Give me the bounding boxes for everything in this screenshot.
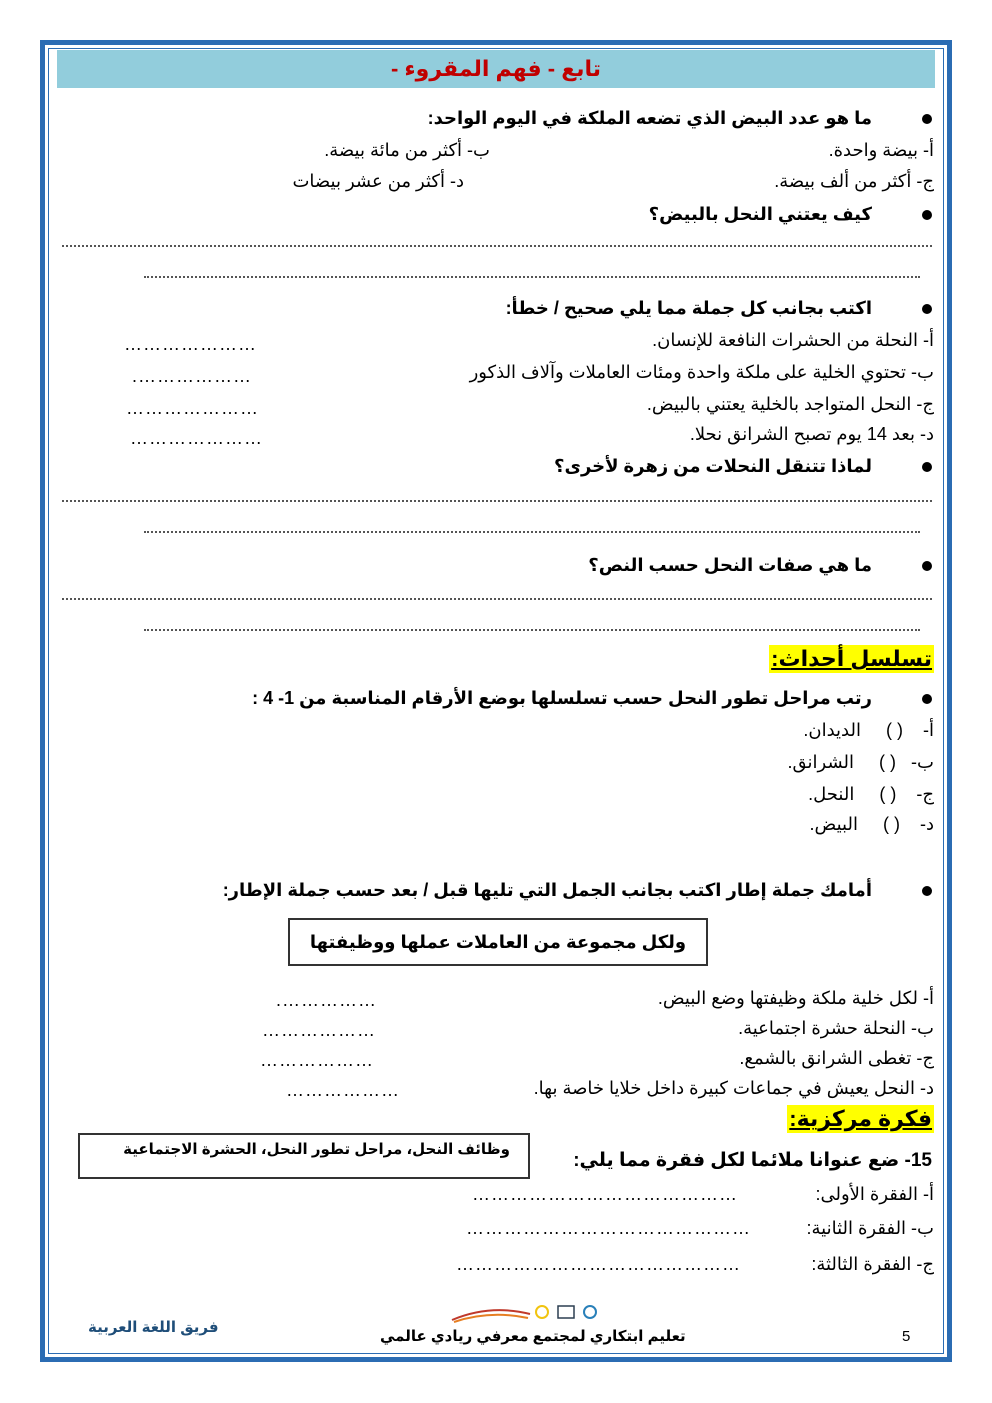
question-true-false: اكتب بجانب كل جملة مما يلي صحيح / خطأ: xyxy=(506,298,932,319)
bullet-icon xyxy=(922,210,932,220)
answer-line[interactable] xyxy=(62,598,932,600)
frame-answer-a[interactable]: ……………. xyxy=(276,990,378,1010)
frame-item-c: ج- تغطى الشرانق بالشمع. xyxy=(739,1048,934,1068)
question-paragraph-titles: 15- ضع عنوانا ملائما لكل فقرة مما يلي: xyxy=(573,1150,932,1171)
page-title: تابع - فهم المقروء - xyxy=(57,50,935,88)
bullet-icon xyxy=(922,304,932,314)
order-blank[interactable]: ( ) xyxy=(882,814,900,834)
tf-item-a: أ- النحلة من الحشرات النافعة للإنسان. xyxy=(652,330,934,350)
tf-item-c: ج- النحل المتواجد بالخلية يعتني بالبيض. xyxy=(646,394,934,414)
bullet-icon xyxy=(922,694,932,704)
paragraph-2-answer[interactable]: ……………………………………… xyxy=(466,1218,751,1238)
titles-word-bank: وظائف النحل، مراحل تطور النحل، الحشرة الاجتماعية xyxy=(78,1133,530,1179)
order-blank[interactable]: ( ) xyxy=(879,784,897,804)
footer-slogan: تعليم ابتكاري لمجتمع معرفي ريادي عالمي xyxy=(380,1328,686,1345)
sequence-item-b: ب- ( ) الشرانق. xyxy=(787,752,934,772)
frame-item-a: أ- لكل خلية ملكة وظيفتها وضع البيض. xyxy=(657,988,934,1008)
frame-answer-c[interactable]: ……………… xyxy=(260,1050,374,1070)
tf-answer-c[interactable]: ………………… xyxy=(126,398,259,418)
team-name: فريق اللغة العربية xyxy=(88,1319,219,1336)
question-bee-traits: ما هي صفات النحل حسب النص؟ xyxy=(588,555,932,576)
frame-answer-b[interactable]: ……………… xyxy=(262,1020,376,1040)
question-sequence: رتب مراحل تطور النحل حسب تسلسلها بوضع الأرقام المناسبة من 1- 4 : xyxy=(252,688,932,709)
tf-answer-d[interactable]: ………………… xyxy=(130,428,263,448)
section-heading-central-idea: فكرة مركزية: xyxy=(789,1106,932,1131)
sequence-item-c: ج- ( ) النحل. xyxy=(808,784,934,804)
sequence-item-a: أ- ( ) الديدان. xyxy=(803,720,934,740)
partner-logos xyxy=(450,1302,610,1324)
paragraph-1-label: أ- الفقرة الأولى: xyxy=(815,1184,934,1204)
frame-item-d: د- النحل يعيش في جماعات كبيرة داخل خلايا خاصة بها. xyxy=(533,1078,934,1098)
frame-answer-d[interactable]: ……………… xyxy=(286,1080,400,1100)
bullet-icon xyxy=(922,561,932,571)
section-heading-sequence: تسلسل أحداث: xyxy=(771,646,932,671)
page-number: 5 xyxy=(902,1328,911,1345)
option-a[interactable]: أ- بيضة واحدة. xyxy=(828,140,934,160)
tf-answer-b[interactable]: ………………. xyxy=(132,366,253,386)
option-d[interactable]: د- أكثر من عشر بيضات xyxy=(292,171,464,191)
tf-item-b: ب- تحتوي الخلية على ملكة واحدة ومئات العاملات وآلاف الذكور xyxy=(469,362,934,382)
question-flower-move: لماذا تتنقل النحلات من زهرة لأخرى؟ xyxy=(554,456,932,477)
answer-line[interactable] xyxy=(62,245,932,247)
paragraph-1-answer[interactable]: …………………………………… xyxy=(472,1184,738,1204)
order-blank[interactable]: ( ) xyxy=(885,720,903,740)
answer-line[interactable] xyxy=(144,276,920,278)
question-egg-care: كيف يعتني النحل بالبيض؟ xyxy=(649,204,932,225)
order-blank[interactable]: ( ) xyxy=(879,752,897,772)
answer-line[interactable] xyxy=(62,500,932,502)
answer-line[interactable] xyxy=(144,629,920,631)
answer-line[interactable] xyxy=(144,531,920,533)
bullet-icon xyxy=(922,462,932,472)
tf-answer-a[interactable]: ………………… xyxy=(124,334,257,354)
sequence-item-d: د- ( ) البيض. xyxy=(809,814,934,834)
question-frame-sentence: أمامك جملة إطار اكتب بجانب الجمل التي تليها قبل / بعد حسب جملة الإطار: xyxy=(223,880,932,901)
paragraph-3-answer[interactable]: ……………………………………… xyxy=(456,1254,741,1274)
paragraph-3-label: ج- الفقرة الثالثة: xyxy=(811,1254,934,1274)
frame-sentence-box: ولكل مجموعة من العاملات عملها ووظيفتها xyxy=(288,918,708,966)
bullet-icon xyxy=(922,886,932,896)
option-c[interactable]: ج- أكثر من ألف بيضة. xyxy=(774,171,934,191)
tf-item-d: د- بعد 14 يوم تصبح الشرانق نحلا. xyxy=(689,424,934,444)
option-b[interactable]: ب- أكثر من مائة بيضة. xyxy=(324,140,490,160)
frame-item-b: ب- النحلة حشرة اجتماعية. xyxy=(738,1018,934,1038)
paragraph-2-label: ب- الفقرة الثانية: xyxy=(806,1218,934,1238)
question-eggs-count: ما هو عدد البيض الذي تضعه الملكة في اليوم الواحد: xyxy=(428,108,932,129)
bullet-icon xyxy=(922,114,932,124)
